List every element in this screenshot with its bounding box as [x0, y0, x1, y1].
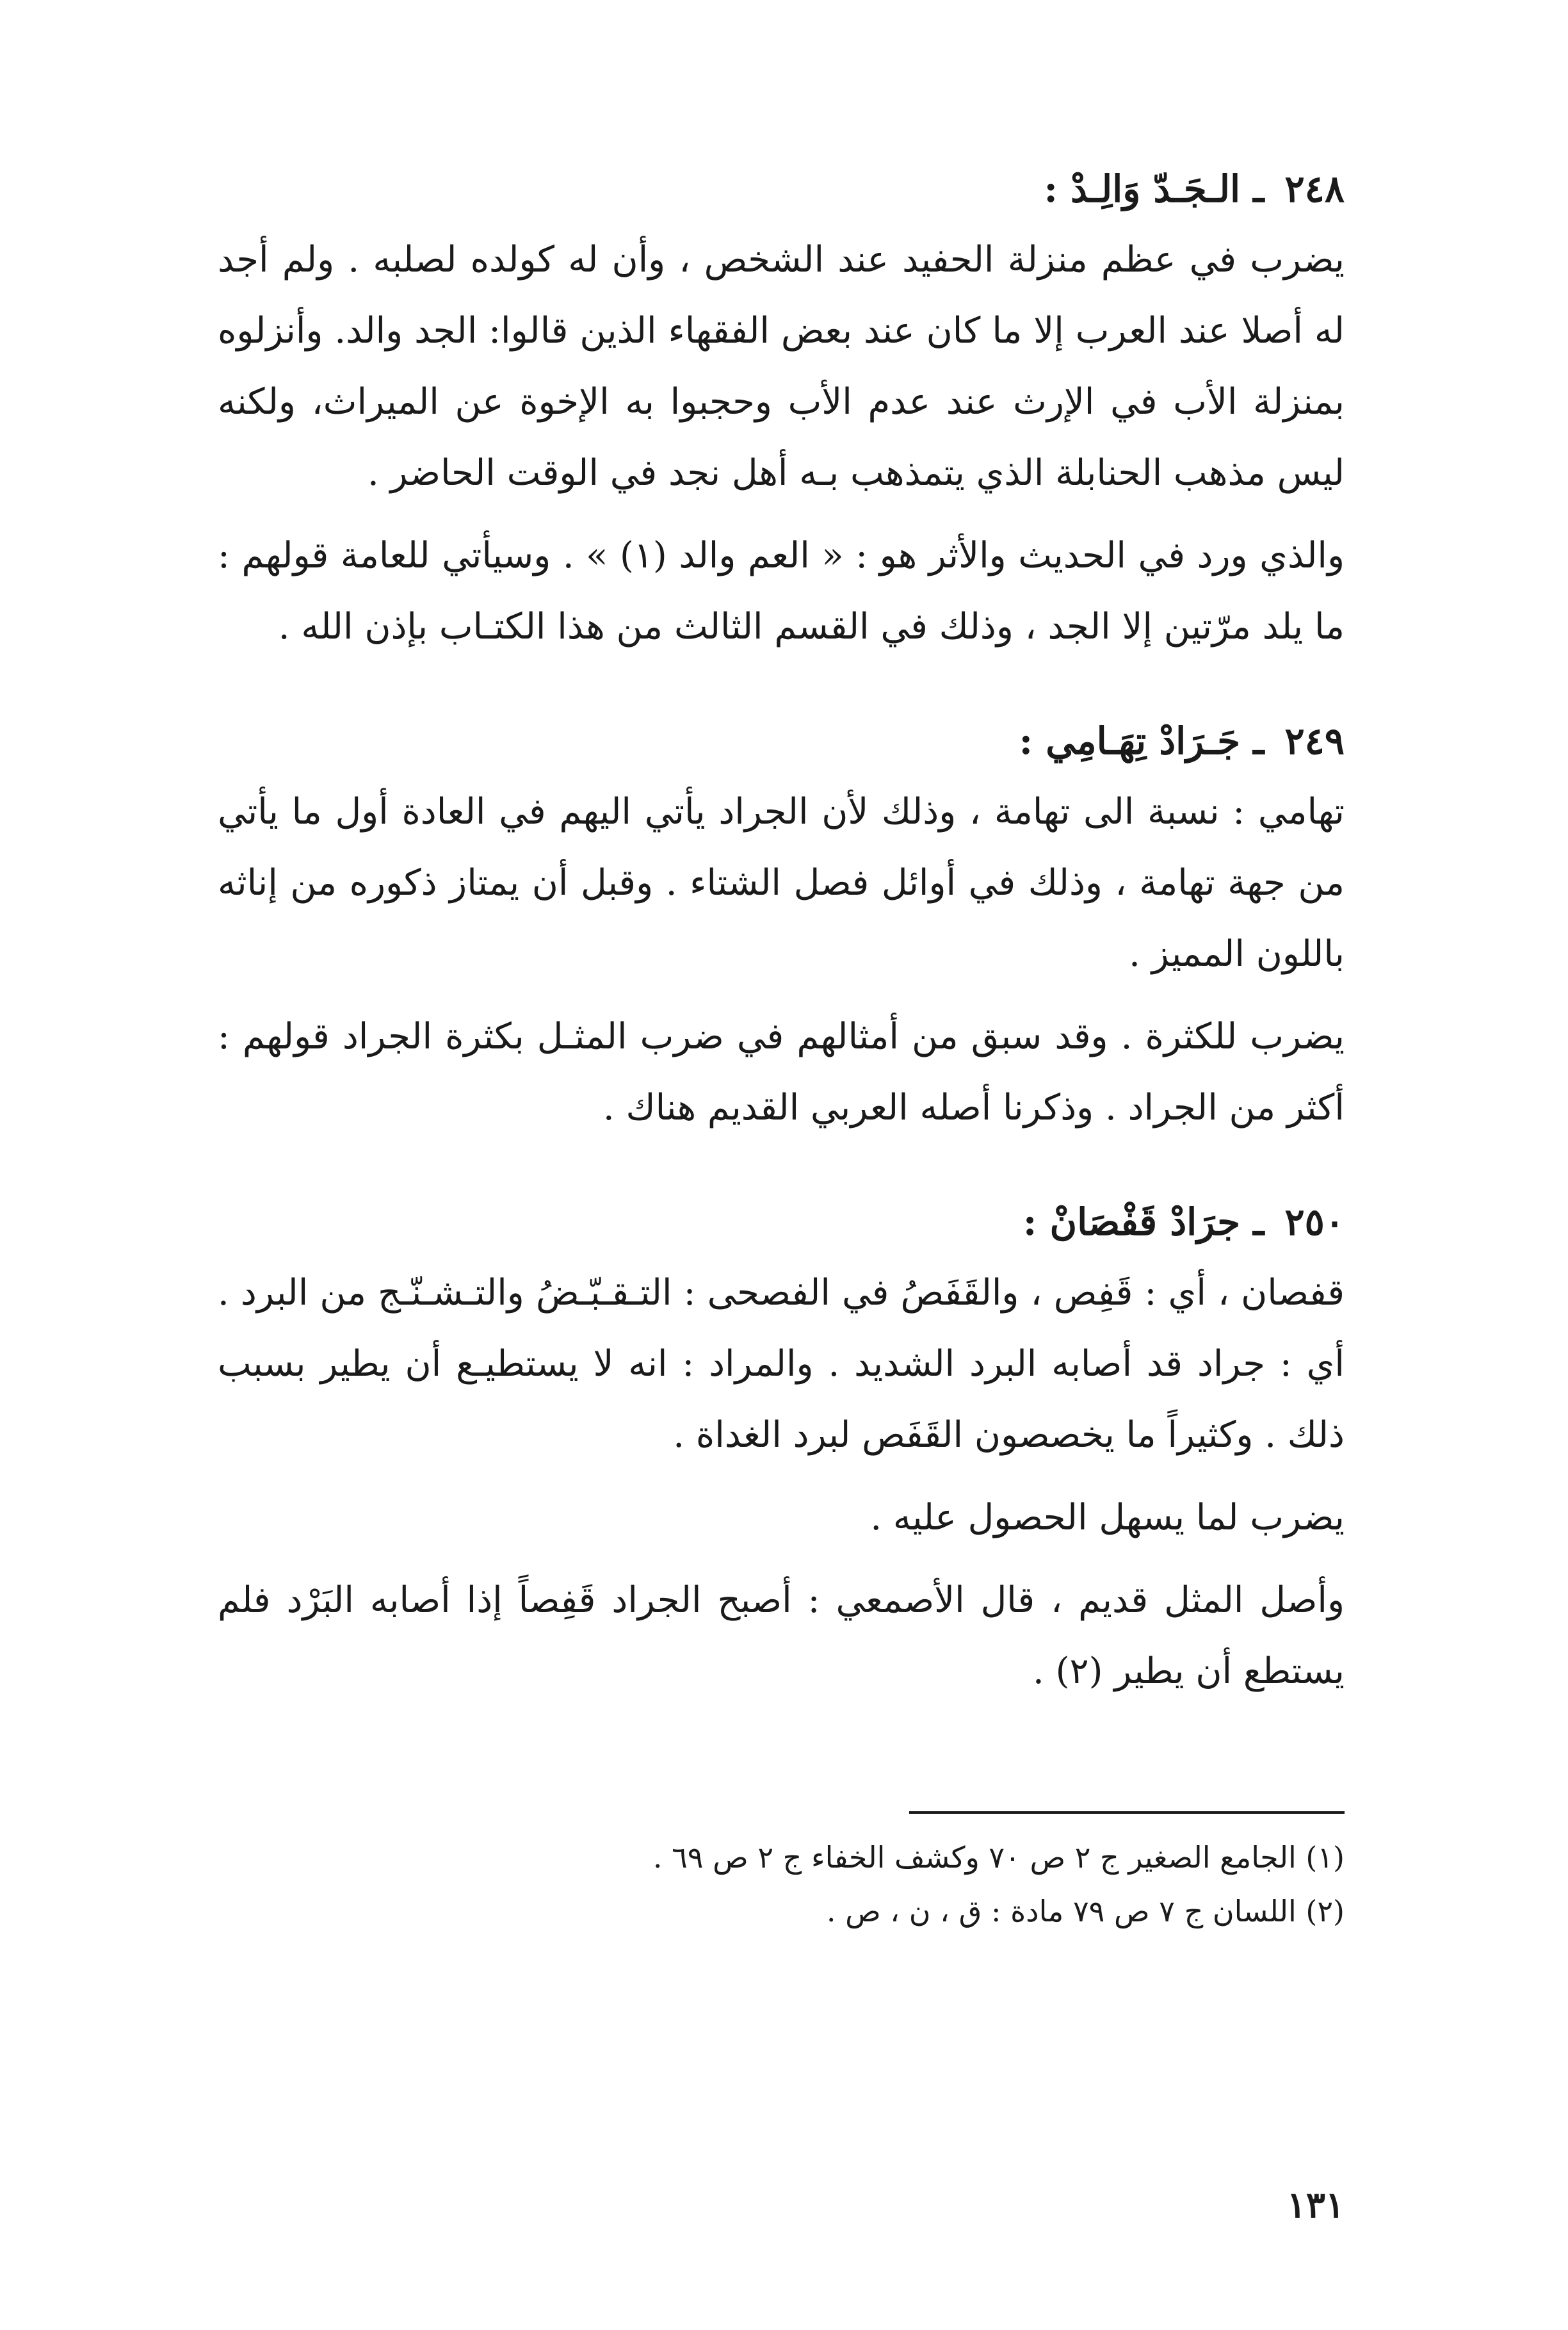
page-number: ١٣١ — [1286, 2184, 1345, 2226]
entry-paragraph: يضرب في عظم منزلة الحفيد عند الشخص ، وأن له كولده لصلبه . ولم أجد له أصلا عند العرب إلا ما كان عند بعض الفقهاء الذين قالوا: الجد والد. وأنزلوه بمنزلة الأب في الإرث عند عدم الأب وحجبوا به الإخوة عن الميراث، ولكنه ليس مذهب الحنابلة الذي يتمذهب بـه أهل نجد في الوقت الحاضر . — [218, 239, 1345, 494]
entry-number: ٢٤٨ — [1284, 167, 1345, 211]
entry-number: ٢٤٩ — [1284, 719, 1345, 763]
entry-paragraph: تهامي : نسبة الى تهامة ، وذلك لأن الجراد يأتي اليهم في العادة أول ما يأتي من جهة تهامة ، وذلك في أوائل فصل الشتاء . وقبل أن يمتاز ذكوره من إناثه باللون المميز . — [218, 791, 1345, 975]
entry-number: ٢٥٠ — [1284, 1200, 1345, 1244]
entry-paragraph: والذي ورد في الحديث والأثر هو : « العم والد (١) » . وسيأتي للعامة قولهم : ما يلد مرّتين إلا الجد ، وذلك في القسم الثالث من هذا الكتـاب بإذن الله . — [218, 535, 1345, 648]
entry-heading-249 — [218, 712, 1345, 770]
entry-title: ـ جَـرَادْ تِهَـامِي : — [1019, 719, 1265, 763]
entry-title: ـ جرَادْ قَفْصَانْ : — [1022, 1200, 1265, 1244]
entry-paragraph: قفصان ، أي : قَفِص ، والقَفَصُ في الفصحى : التـقـبّـضُ والتـشـنّـج من البرد . أي : جراد قد أصابه البرد الشديد . والمراد : انه لا يستطيـع أن يطير بسبب ذلك . وكثيراً ما يخصصون القَفَص لبرد الغداة . — [218, 1272, 1345, 1456]
footnotes — [218, 1830, 1345, 1938]
footnote: (٢) اللسان ج ٧ ص ٧٩ مادة : ق ، ن ، ص . — [826, 1894, 1345, 1928]
entry-paragraph: يضرب لما يسهل الحصول عليه . — [870, 1497, 1345, 1538]
entry-title: ـ الـجَـدّ وَالِـدْ : — [1044, 167, 1265, 211]
entry-paragraph: وأصل المثل قديم ، قال الأصمعي : أصبح الجراد قَفِصاً إذا أصابه البَرْد فلم يستطع أن يطير (٢) . — [218, 1579, 1345, 1692]
footnote-divider — [909, 1811, 1345, 1814]
entry-heading-250 — [218, 1193, 1345, 1251]
entry-paragraph: يضرب للكثرة . وقد سبق من أمثالهم في ضرب المثـل بكثرة الجراد قولهم : أكثر من الجراد . وذكرنا أصله العربي القديم هناك . — [218, 1016, 1345, 1128]
footnote: (١) الجامع الصغير ج ٢ ص ٧٠ وكشف الخفاء ج ٢ ص ٦٩ . — [652, 1840, 1345, 1875]
book-page — [218, 160, 1345, 2274]
entry-heading-248 — [218, 160, 1345, 218]
